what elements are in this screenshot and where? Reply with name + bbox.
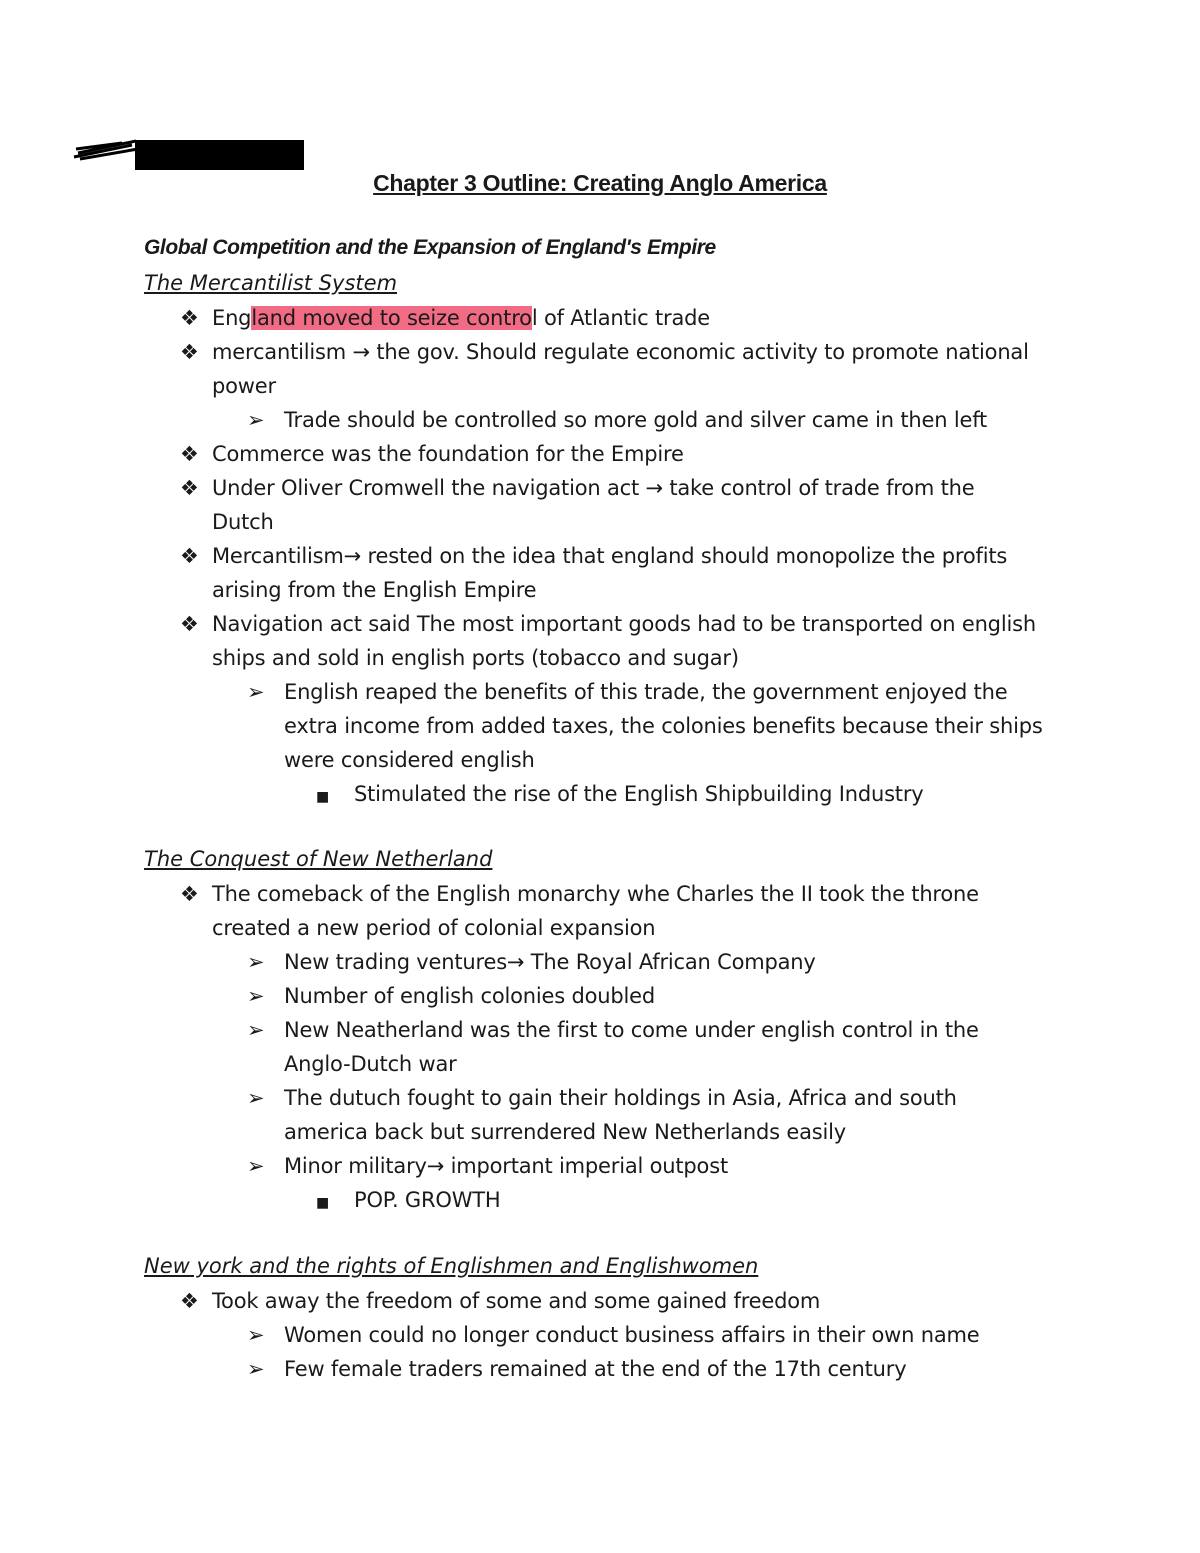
section-heading: Global Competition and the Expansion of England's Empire bbox=[144, 236, 716, 259]
arrow-bullet-icon: ➢ bbox=[247, 408, 265, 432]
subheading-mercantilist-system: The Mercantilist System bbox=[144, 271, 398, 295]
outline-item-continued: power bbox=[212, 374, 276, 398]
outline-subitem: English reaped the benefits of this trade, the government enjoyed the bbox=[284, 680, 1008, 704]
outline-item: Took away the freedom of some and some gained freedom bbox=[212, 1289, 821, 1313]
subheading-conquest-new-netherland: The Conquest of New Netherland bbox=[144, 847, 493, 871]
outline-item: Under Oliver Cromwell the navigation act → take control of trade from the bbox=[212, 476, 975, 500]
document-title: Chapter 3 Outline: Creating Anglo America bbox=[373, 170, 827, 196]
arrow-bullet-icon: ➢ bbox=[247, 1323, 265, 1347]
outline-subitem-continued: extra income from added taxes, the colonies benefits because their ships bbox=[284, 714, 1043, 738]
outline-subitem: Number of english colonies doubled bbox=[284, 984, 655, 1008]
diamond-bullet-icon: ❖ bbox=[180, 882, 199, 906]
outline-subitem-continued: america back but surrendered New Netherlands easily bbox=[284, 1120, 846, 1144]
outline-item: Commerce was the foundation for the Empire bbox=[212, 442, 684, 466]
square-bullet-icon: ■ bbox=[316, 789, 330, 805]
outline-subitem-continued: were considered english bbox=[284, 748, 535, 772]
arrow-bullet-icon: ➢ bbox=[247, 950, 265, 974]
diamond-bullet-icon: ❖ bbox=[180, 612, 199, 636]
outline-item: Navigation act said The most important goods had to be transported on english bbox=[212, 612, 1036, 636]
scribble-mark bbox=[72, 137, 142, 161]
outline-subitem: Few female traders remained at the end of the 17th century bbox=[284, 1357, 907, 1381]
diamond-bullet-icon: ❖ bbox=[180, 306, 199, 330]
subheading-new-york-rights: New york and the rights of Englishmen and Englishwomen bbox=[144, 1254, 759, 1278]
diamond-bullet-icon: ❖ bbox=[180, 1289, 199, 1313]
diamond-bullet-icon: ❖ bbox=[180, 442, 199, 466]
outline-subitem: Minor military→ important imperial outpost bbox=[284, 1154, 728, 1178]
outline-item-continued: created a new period of colonial expansion bbox=[212, 916, 656, 940]
outline-item: mercantilism → the gov. Should regulate economic activity to promote national bbox=[212, 340, 1029, 364]
outline-item-continued: arising from the English Empire bbox=[212, 578, 537, 602]
outline-subitem: The dutuch fought to gain their holdings in Asia, Africa and south bbox=[284, 1086, 957, 1110]
arrow-bullet-icon: ➢ bbox=[247, 1357, 265, 1381]
outline-subitem: New trading ventures→ The Royal African Company bbox=[284, 950, 816, 974]
outline-subitem: Trade should be controlled so more gold and silver came in then left bbox=[284, 408, 988, 432]
arrow-bullet-icon: ➢ bbox=[247, 984, 265, 1008]
outline-item: The comeback of the English monarchy whe Charles the II took the throne bbox=[212, 882, 979, 906]
item-text: Eng bbox=[212, 306, 252, 330]
diamond-bullet-icon: ❖ bbox=[180, 544, 199, 568]
outline-subitem: Women could no longer conduct business affairs in their own name bbox=[284, 1323, 980, 1347]
diamond-bullet-icon: ❖ bbox=[180, 476, 199, 500]
arrow-bullet-icon: ➢ bbox=[247, 1018, 265, 1042]
outline-item-continued: Dutch bbox=[212, 510, 274, 534]
arrow-bullet-icon: ➢ bbox=[247, 1086, 265, 1110]
square-bullet-icon: ■ bbox=[316, 1195, 330, 1211]
arrow-bullet-icon: ➢ bbox=[247, 680, 265, 704]
redaction-block bbox=[135, 140, 304, 170]
outline-item bbox=[212, 306, 710, 330]
highlighted-text: land moved to seize contro bbox=[251, 306, 532, 330]
diamond-bullet-icon: ❖ bbox=[180, 340, 199, 364]
outline-subitem: New Neatherland was the first to come under english control in the bbox=[284, 1018, 979, 1042]
outline-item-continued: ships and sold in english ports (tobacco and sugar) bbox=[212, 646, 739, 670]
outline-subsubitem: Stimulated the rise of the English Shipbuilding Industry bbox=[354, 782, 924, 806]
arrow-bullet-icon: ➢ bbox=[247, 1154, 265, 1178]
item-text: l of Atlantic trade bbox=[531, 306, 710, 330]
outline-item: Mercantilism→ rested on the idea that england should monopolize the profits bbox=[212, 544, 1008, 568]
outline-subitem-continued: Anglo-Dutch war bbox=[284, 1052, 457, 1076]
outline-subsubitem: POP. GROWTH bbox=[354, 1188, 501, 1212]
